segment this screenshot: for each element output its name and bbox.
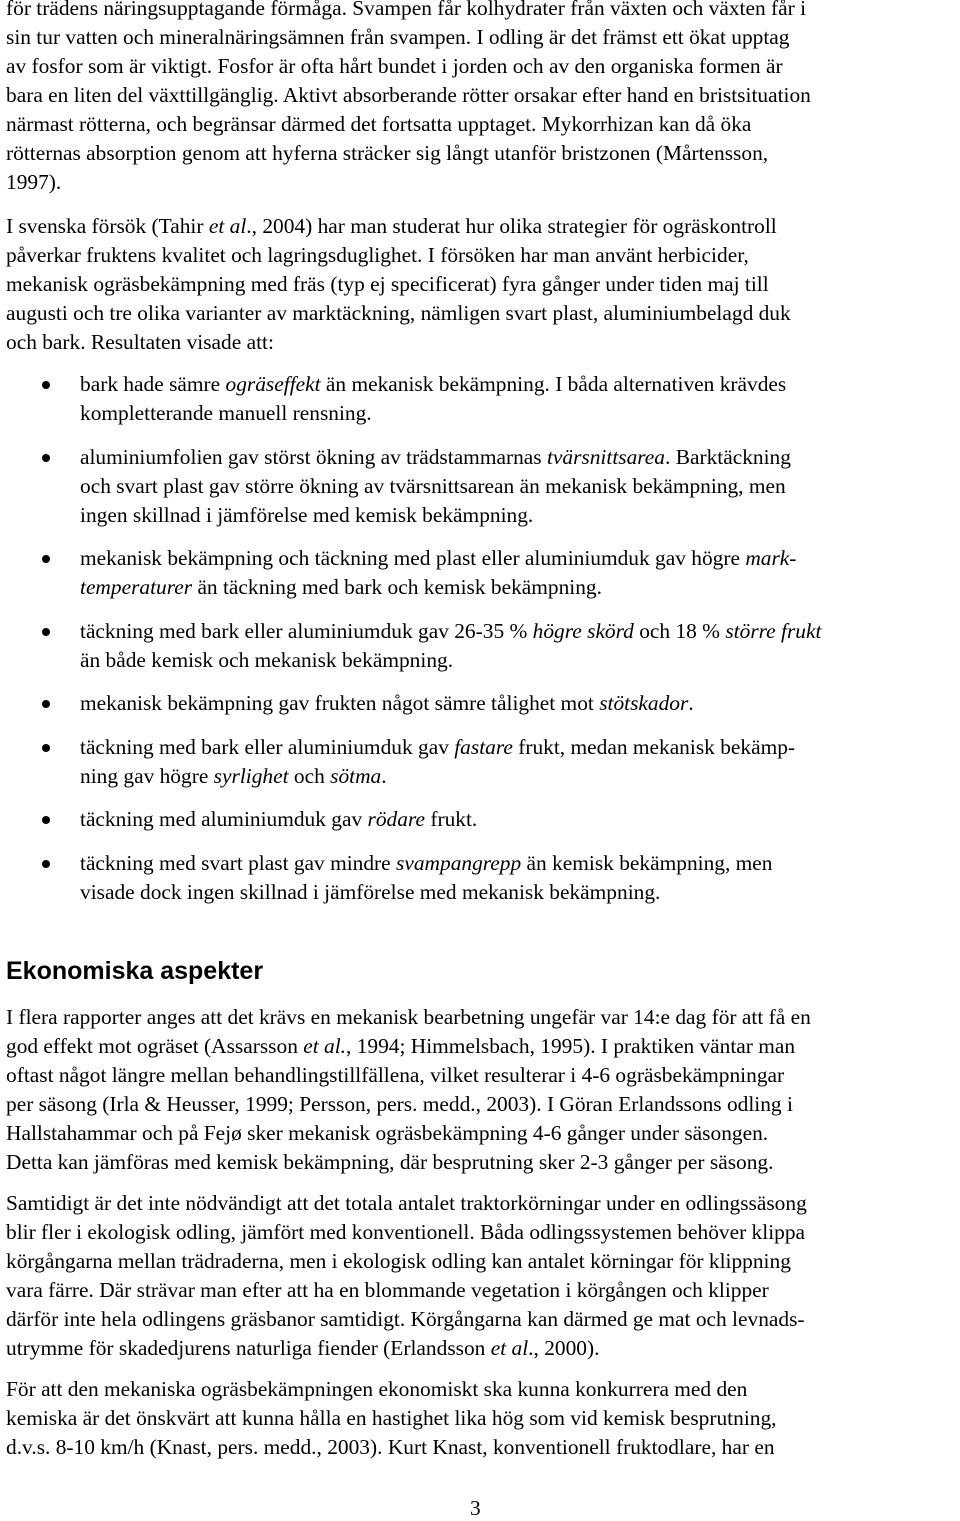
list-item: täckning med bark eller aluminiumduk gav 26-35 % högre skörd och 18 % större frukt än både kemisk och mekanisk bekämpning. — [0, 617, 950, 675]
text-line: av fosfor som är viktigt. Fosfor är ofta hårt bundet i jorden och av den organiska formen är — [6, 54, 783, 78]
bullet-icon — [42, 454, 50, 462]
results-bullet-list — [0, 370, 960, 921]
text-line: rötternas absorption genom att hyferna sträcker sig långt utanför bristzonen (Mårtensson, — [6, 141, 769, 165]
text-line: augusti och tre olika varianter av marktäckning, nämligen svart plast, aluminiumbelagd duk — [6, 301, 791, 325]
section-heading: Ekonomiska aspekter — [6, 957, 264, 985]
bullet-icon — [42, 816, 50, 824]
bullet-icon — [42, 555, 50, 563]
paragraph-mycorrhiza — [6, 0, 956, 197]
list-item: aluminiumfolien gav störst ökning av trädstammarnas tvärsnittsarea. Barktäckning och svart plast gav större ökning av tvärsnittsarean än mekanisk bekämpning, men ingen skillnad i jämförelse med kemisk bekämpning. — [0, 443, 950, 530]
paragraph-speed: För att den mekaniska ogräsbekämpningen ekonomiskt ska kunna konkurrera med den kemiska är det önskvärt att kunna hålla en hastighet lika hög som vid kemisk besprutning, d.v.s. 8-10 km/h (Knast, pers. medd., 2003). Kurt Knast, konventionell fruktodlare, har en — [6, 1377, 777, 1459]
bullet-icon — [42, 700, 50, 708]
text-line: påverkar fruktens kvalitet och lagringsduglighet. I försöken har man använt herbicider, — [6, 243, 749, 267]
text-line: och bark. Resultaten visade att: — [6, 330, 274, 354]
list-item: täckning med svart plast gav mindre svampangrepp än kemisk bekämpning, men visade dock ingen skillnad i jämförelse med mekanisk bekämpning. — [0, 849, 950, 907]
page-number: 3 — [470, 1496, 481, 1520]
text-line: närmast rötterna, och begränsar därmed det fortsatta upptaget. Mykorrhizan kan då öka — [6, 112, 752, 136]
bullet-icon — [42, 860, 50, 868]
list-item: täckning med bark eller aluminiumduk gav fastare frukt, medan mekanisk bekämp- ning gav högre syrlighet och sötma. — [0, 733, 950, 791]
list-item: mekanisk bekämpning och täckning med plast eller aluminiumduk gav högre mark- temperaturer än täckning med bark och kemisk bekämpning. — [0, 544, 950, 602]
text-run: ., 2004) har man studerat hur olika strategier för ogräskontroll — [246, 214, 777, 238]
text-line: sin tur vatten och mineralnäringsämnen från svampen. I odling är det främst ett ökat upptag — [6, 25, 790, 49]
bullet-icon — [42, 381, 50, 389]
text-run: I svenska försök (Tahir — [6, 214, 209, 238]
list-item: bark hade sämre ogräseffekt än mekanisk bekämpning. I båda alternativen krävdes kompletterande manuell rensning. — [0, 370, 950, 428]
paragraph-swedish-trial — [6, 212, 956, 357]
text-run-italic: et al — [208, 214, 247, 238]
text-line: mekanisk ogräsbekämpning med fräs (typ ej specificerat) fyra gånger under tiden maj till — [6, 272, 769, 296]
bullet-icon — [42, 744, 50, 752]
list-item: täckning med aluminiumduk gav rödare frukt. — [0, 805, 950, 834]
text-line: för trädens näringsupptagande förmåga. Svampen får kolhydrater från växten och växten får i — [6, 0, 807, 20]
paragraph-mechanical-frequency: I flera rapporter anges att det krävs en mekanisk bearbetning ungefär var 14:e dag för att få en god effekt mot ogräset (Assarsson et al., 1994; Himmelsbach, 1995). I praktiken väntar man oftast något längre mellan behandlingstillfällena, vilket resulterar i 4-6 ogräsbekämpningar per säsong (Irla & Heusser, 1999; Persson, pers. medd., 2003). I Göran Erlandssons odling i Hallstahammar och på Fejø sker mekanisk ogräsbekämpning 4-6 gånger under säsongen. Detta kan jämföras med kemisk bekämpning, där besprutning sker 2-3 gånger per säsong. — [6, 1005, 811, 1174]
list-item: mekanisk bekämpning gav frukten något sämre tålighet mot stötskador. — [0, 689, 950, 718]
paragraph-tractor-passes: Samtidigt är det inte nödvändigt att det totala antalet traktorkörningar under en odlingssäsong blir fler i ekologisk odling, jämfört med konventionell. Båda odlingssystemen behöver klippa körgångarna mellan trädraderna, men i ekologisk odling kan antalet körningar för klippning vara färre. Där strävar man efter att ha en blommande vegetation i körgången och klipper därför inte hela odlingens gräsbanor samtidigt. Körgångarna kan därmed ge mat och levnads- utrymme för skadedjurens naturliga fiender (Erlandsson et al., 2000). — [6, 1191, 807, 1360]
text-line: bara en liten del växttillgänglig. Aktivt absorberande rötter orsakar efter hand en bristsituation — [6, 83, 811, 107]
bullet-icon — [42, 628, 50, 636]
text-line: 1997). — [6, 170, 62, 194]
